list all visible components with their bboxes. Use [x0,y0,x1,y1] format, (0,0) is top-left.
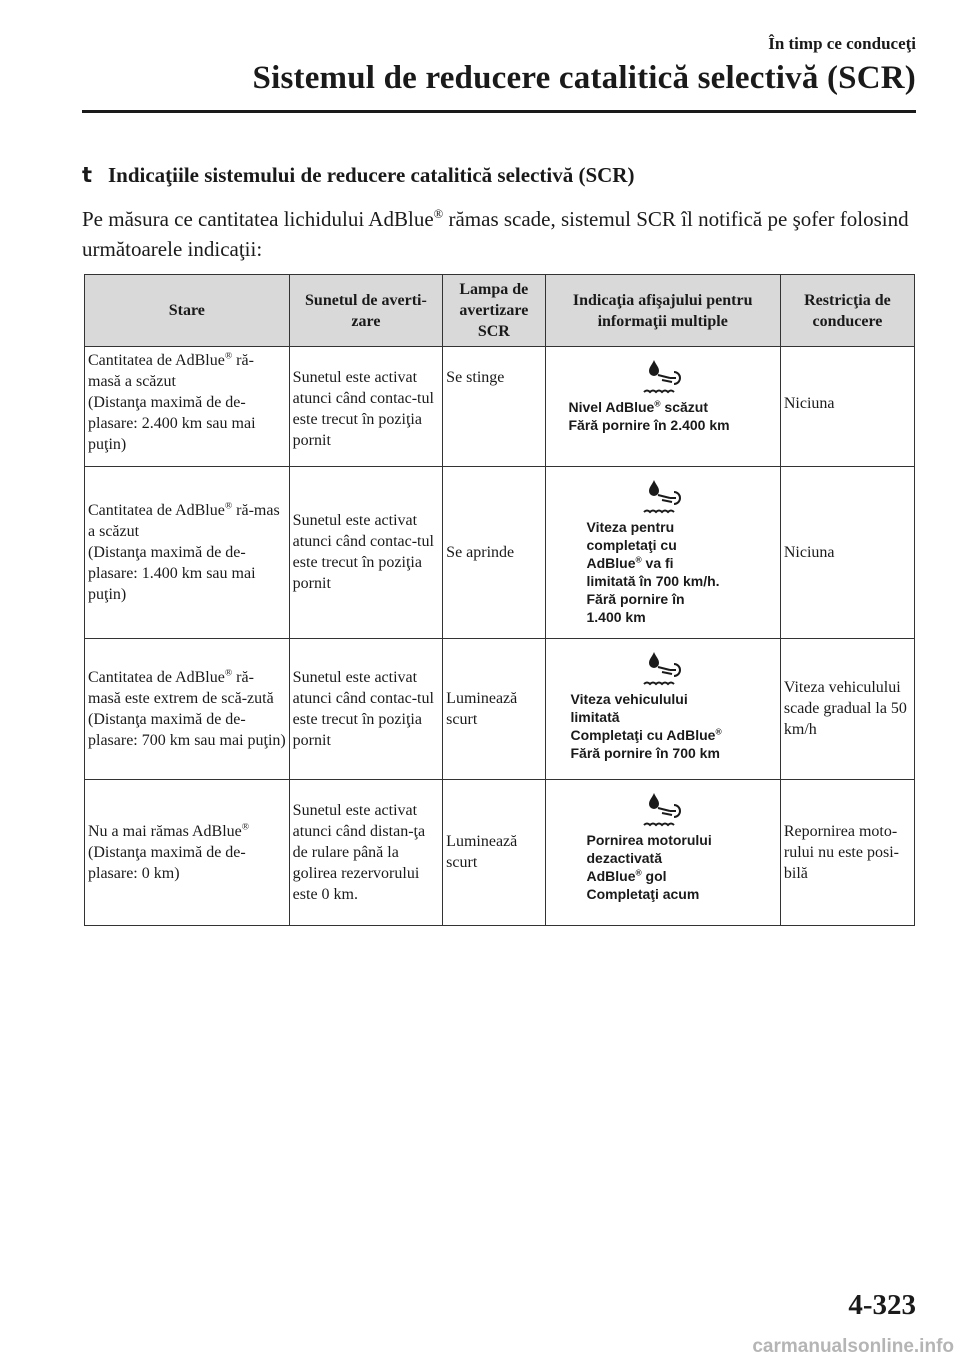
stare-distance: (Distanţa maximă de de-plasare: 1.400 km sau mai puţin) [88,543,256,603]
registered-mark: ® [241,821,250,833]
display-line-text: Nivel AdBlue [568,399,655,415]
display-line [569,398,778,416]
watermark: carmanualsonline.info [752,1336,954,1357]
display-line [587,572,778,590]
display-line-text-cont: scăzut [660,399,708,415]
display-line-text: limitată în 700 km/h. [586,573,720,589]
registered-mark: ® [224,350,233,362]
cell-lampa: Se aprinde [443,467,545,639]
cell-display [545,347,780,467]
display-message [587,831,778,911]
multi-info-display [549,356,778,448]
header-lampa: Lampa de avertizare SCR [443,275,545,347]
table-row [85,467,915,639]
display-line-text: Viteza vehiculului [570,691,688,707]
cell-lampa: Luminează scurt [443,780,545,926]
stare-text-cont: ră-masă a scăzut [88,352,254,390]
registered-mark: ® [433,207,444,221]
section-heading-text: Indicaţiile sistemului de reducere catalitică selectivă (SCR) [108,163,635,187]
cell-restrictie: Niciuna [780,467,914,639]
header-divider [82,110,916,113]
cell-restrictie: Niciuna [780,347,914,467]
cell-stare [85,780,290,926]
cell-stare [85,347,290,467]
registered-mark: ® [715,726,722,737]
display-line [587,831,778,849]
stare-text: Cantitatea de AdBlue [88,352,225,369]
page-title: Sistemul de reducere catalitică selectivă (SCR) [252,60,916,96]
table-header-row [85,275,915,347]
cell-restrictie: Viteza vehiculului scade gradual la 50 km/h [780,639,914,780]
table-row [85,639,915,780]
stare-text: Nu a mai rămas AdBlue [88,822,242,840]
display-line [587,590,778,608]
display-line-text: Fără pornire în [586,591,685,607]
header-sunet: Sunetul de averti-zare [289,275,443,347]
section-bullet: t [82,163,93,187]
adblue-fluid-warning-icon [640,648,686,688]
intro-paragraph [82,204,922,264]
cell-stare [85,467,290,639]
intro-text-2: rămas scade, sistemul SCR îl notifică pe şofer folosind următoarele indicaţii: [82,207,909,261]
display-line [587,608,778,626]
cell-lampa: Se stinge [443,347,545,467]
adblue-fluid-warning-icon [640,356,686,396]
display-line [571,744,778,762]
multi-info-display [549,476,778,634]
display-line-text: AdBlue [586,555,636,571]
display-line [587,554,778,572]
display-line [571,690,778,708]
display-message [587,518,778,634]
section-heading [82,163,634,188]
display-line-text: Pornirea motorului [586,832,712,848]
display-line [587,536,778,554]
multi-info-display [549,648,778,770]
cell-sunet: Sunetul este activat atunci când contac-tul este trecut în poziţia pornit [289,347,443,467]
display-line [587,885,778,903]
cell-display [545,639,780,780]
display-line-text-cont: va fi [641,555,674,571]
stare-distance: (Distanţa maximă de de-plasare: 0 km) [88,843,246,882]
header-restrictie: Restricţia de conducere [780,275,914,347]
adblue-fluid-warning-icon [640,476,686,516]
display-line-text: Fără pornire în 700 km [570,745,720,761]
scr-indications-table [84,274,915,926]
registered-mark: ® [654,398,661,409]
display-line-text: dezactivată [586,850,662,866]
table-row [85,347,915,467]
registered-mark: ® [224,667,233,679]
stare-text-cont: ră-mas a scăzut [88,501,280,540]
display-message [571,690,778,770]
display-line-text: completaţi cu [586,537,677,553]
registered-mark: ® [224,500,233,512]
display-line-text-cont: gol [641,868,667,884]
cell-restrictie: Repornirea moto-rului nu este posi-bilă [780,780,914,926]
stare-distance: (Distanţa maximă de de-plasare: 2.400 km sau mai puţin) [88,394,256,453]
display-line-text: AdBlue [586,868,636,884]
display-line-text: Completaţi acum [586,886,700,902]
cell-lampa: Luminează scurt [443,639,545,780]
adblue-fluid-warning-icon [640,789,686,829]
display-line [571,726,778,744]
display-line-text: 1.400 km [586,609,646,625]
display-line-text: Completaţi cu AdBlue [570,727,716,743]
table-row [85,780,915,926]
registered-mark: ® [635,554,642,565]
cell-sunet: Sunetul este activat atunci când contac-tul este trecut în poziţia pornit [289,467,443,639]
cell-display [545,780,780,926]
cell-display [545,467,780,639]
display-line [587,518,778,536]
cell-stare [85,639,290,780]
display-line-text: Viteza pentru [586,519,675,535]
multi-info-display [549,789,778,911]
stare-text-cont: ră-masă este extrem de scă-zută [88,668,274,707]
display-message [569,398,778,448]
header-stare: Stare [85,275,290,347]
header-display: Indicaţia afişajului pentru informaţii multiple [545,275,780,347]
cell-sunet: Sunetul este activat atunci când contac-tul este trecut în poziţia pornit [289,639,443,780]
stare-distance: (Distanţa maximă de de-plasare: 700 km sau mai puţin) [88,710,286,749]
cell-sunet: Sunetul este activat atunci când distan-ţa de rulare până la golirea rezervorului este 0 km. [289,780,443,926]
intro-text-1: Pe măsura ce cantitatea lichidului AdBlue [82,207,434,231]
stare-text: Cantitatea de AdBlue [88,501,225,519]
display-line-text: Fără pornire în 2.400 km [568,417,730,433]
display-line [569,416,778,434]
display-line-text: limitată [570,709,620,725]
page-number: 4-323 [848,1289,916,1321]
display-line [587,867,778,885]
display-line [571,708,778,726]
chapter-label: În timp ce conduceţi [768,34,916,53]
stare-text: Cantitatea de AdBlue [88,668,225,686]
display-line [587,849,778,867]
registered-mark: ® [635,867,642,878]
